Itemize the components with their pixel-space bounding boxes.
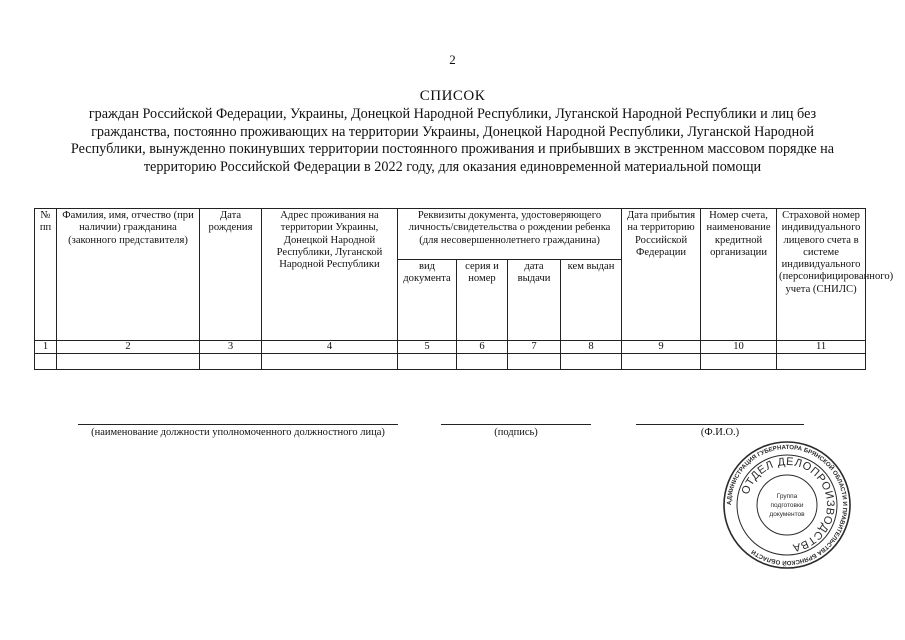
- empty-cell: [35, 354, 57, 370]
- column-number: 3: [200, 341, 262, 354]
- column-number: 2: [57, 341, 200, 354]
- empty-cell: [457, 354, 508, 370]
- document-subtitle: граждан Российской Федерации, Украины, Донецкой Народной Республики, Луганской Народной Республики и лиц без гражданства, постоянно проживающих на территории Украины, Донецкой Народной Республики, Луганской Народной Республики, вынужденно покинувших территории постоянного проживания и прибывших в экстренном массовом порядке на территорию Российской Федерации в 2022 году, для оказания единовременной материальной помощи: [70, 106, 835, 175]
- empty-cell: [508, 354, 561, 370]
- column-number: 10: [701, 341, 777, 354]
- stamp-center-line2: подготовки: [770, 502, 804, 509]
- position-caption: (наименование должности уполномоченного должностного лица): [91, 427, 385, 438]
- stamp-outer-text: АДМИНИСТРАЦИЯ ГУБЕРНАТОРА БРЯНСКОЙ ОБЛАСТИ И ПРАВИТЕЛЬСТВА БРЯНСКОЙ ОБЛАСТИ: [725, 443, 849, 567]
- header-document-group: Реквизиты документа, удостоверяющего личность/свидетельства о рождении ребенка (для несовершеннолетнего гражданина): [398, 209, 622, 260]
- table-header-row: [35, 209, 866, 260]
- signature-caption: (подпись): [494, 427, 538, 438]
- column-number: 11: [777, 341, 866, 354]
- header-num: № пп: [35, 209, 57, 341]
- empty-cell: [262, 354, 398, 370]
- empty-cell: [777, 354, 866, 370]
- name-caption: (Ф.И.О.): [700, 427, 740, 438]
- stamp-inner-text: ОТДЕЛ ДЕЛОПРОИЗВОДСТВА: [739, 455, 837, 554]
- empty-cell: [200, 354, 262, 370]
- empty-cell: [561, 354, 622, 370]
- page-number: 2: [449, 52, 456, 67]
- header-address: Адрес проживания на территории Украины, Донецкой Народной Республики, Луганской Народной Республики: [262, 209, 398, 341]
- column-number: 9: [622, 341, 701, 354]
- column-number-row: [35, 341, 866, 354]
- column-number: 5: [398, 341, 457, 354]
- empty-cell: [57, 354, 200, 370]
- header-birth-date: Дата рождения: [200, 209, 262, 341]
- header-account: Номер счета, наименование кредитной организации: [701, 209, 777, 341]
- subheader-doc-type: вид документа: [398, 260, 457, 341]
- header-arrival-date: Дата прибытия на территорию Российской Федерации: [622, 209, 701, 341]
- empty-data-row: [35, 354, 866, 370]
- header-snils: Страховой номер индивидуального лицевого счета в системе индивидуального (персонифицированного) учета (СНИЛС): [777, 209, 866, 341]
- stamp-center-line3: документов: [769, 511, 805, 518]
- signature-line: [441, 424, 591, 425]
- column-number: 6: [457, 341, 508, 354]
- subheader-issue-date: дата выдачи: [508, 260, 561, 341]
- name-signature-line: [636, 424, 804, 425]
- column-number: 4: [262, 341, 398, 354]
- empty-cell: [701, 354, 777, 370]
- document-title: СПИСОК: [419, 88, 486, 104]
- official-stamp: [722, 440, 852, 570]
- empty-cell: [398, 354, 457, 370]
- subheader-issued-by: кем выдан: [561, 260, 622, 341]
- column-number: 8: [561, 341, 622, 354]
- recipients-table: [34, 208, 894, 370]
- empty-cell: [622, 354, 701, 370]
- column-number: 7: [508, 341, 561, 354]
- position-signature-line: [78, 424, 398, 425]
- stamp-center-line1: Группа: [776, 493, 798, 500]
- column-number: 1: [35, 341, 57, 354]
- subheader-series-number: серия и номер: [457, 260, 508, 341]
- header-name: Фамилия, имя, отчество (при наличии) гражданина (законного представителя): [57, 209, 200, 341]
